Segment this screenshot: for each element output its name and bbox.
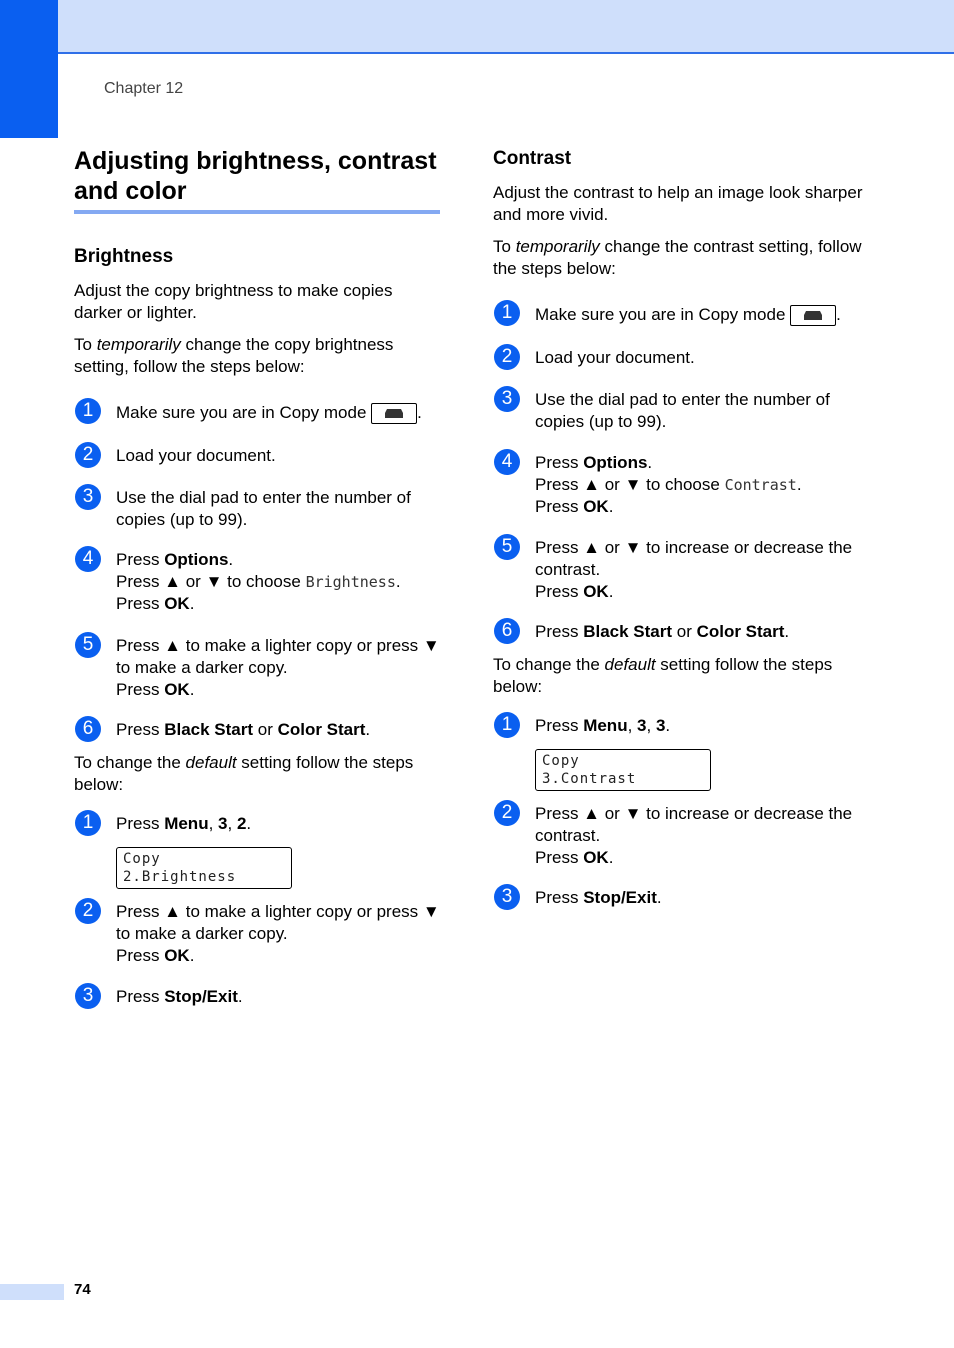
brightness-temp-note: To temporarily change the copy brightness setting, follow the steps below: xyxy=(74,335,394,376)
copy-mode-key-icon xyxy=(371,403,417,424)
step-number: 3 xyxy=(75,484,101,510)
contrast-intro: Adjust the contrast to help an image look sharper and more vivid. xyxy=(493,183,863,224)
step-number: 2 xyxy=(494,800,520,826)
page-title: Adjusting brightness, contrast and color xyxy=(74,147,437,205)
step-number: 3 xyxy=(75,983,101,1009)
footer-bar xyxy=(0,1284,64,1300)
lcd-display-brightness: Copy 2.Brightness xyxy=(116,847,292,889)
step-number: 4 xyxy=(494,449,520,475)
step-number: 1 xyxy=(494,300,520,326)
contrast-heading: Contrast xyxy=(493,148,572,169)
brightness-default-note: To change the default setting follow the steps below: xyxy=(74,753,414,794)
page-number: 74 xyxy=(74,1281,91,1298)
step-number: 2 xyxy=(494,344,520,370)
lcd-display-contrast: Copy 3.Contrast xyxy=(535,749,711,791)
chapter-side-tab xyxy=(0,0,58,138)
step-number: 5 xyxy=(494,534,520,560)
brightness-intro: Adjust the copy brightness to make copies darker or lighter. xyxy=(74,281,393,322)
step-number: 3 xyxy=(494,884,520,910)
brightness-heading: Brightness xyxy=(74,246,174,267)
step-number: 1 xyxy=(494,712,520,738)
step-number: 3 xyxy=(494,386,520,412)
contrast-temp-note: To temporarily change the contrast setting, follow the steps below: xyxy=(493,237,862,278)
contrast-default-note: To change the default setting follow the steps below: xyxy=(493,655,833,696)
copy-mode-key-icon xyxy=(790,305,836,326)
step-number: 1 xyxy=(75,810,101,836)
step-number: 6 xyxy=(75,716,101,742)
step-number: 4 xyxy=(75,546,101,572)
top-header-bar xyxy=(58,0,954,54)
step-number: 1 xyxy=(75,398,101,424)
step-number: 2 xyxy=(75,898,101,924)
title-underline xyxy=(74,210,440,214)
step-number: 6 xyxy=(494,618,520,644)
chapter-label: Chapter 12 xyxy=(104,80,184,97)
step-number: 5 xyxy=(75,632,101,658)
step-number: 2 xyxy=(75,442,101,468)
